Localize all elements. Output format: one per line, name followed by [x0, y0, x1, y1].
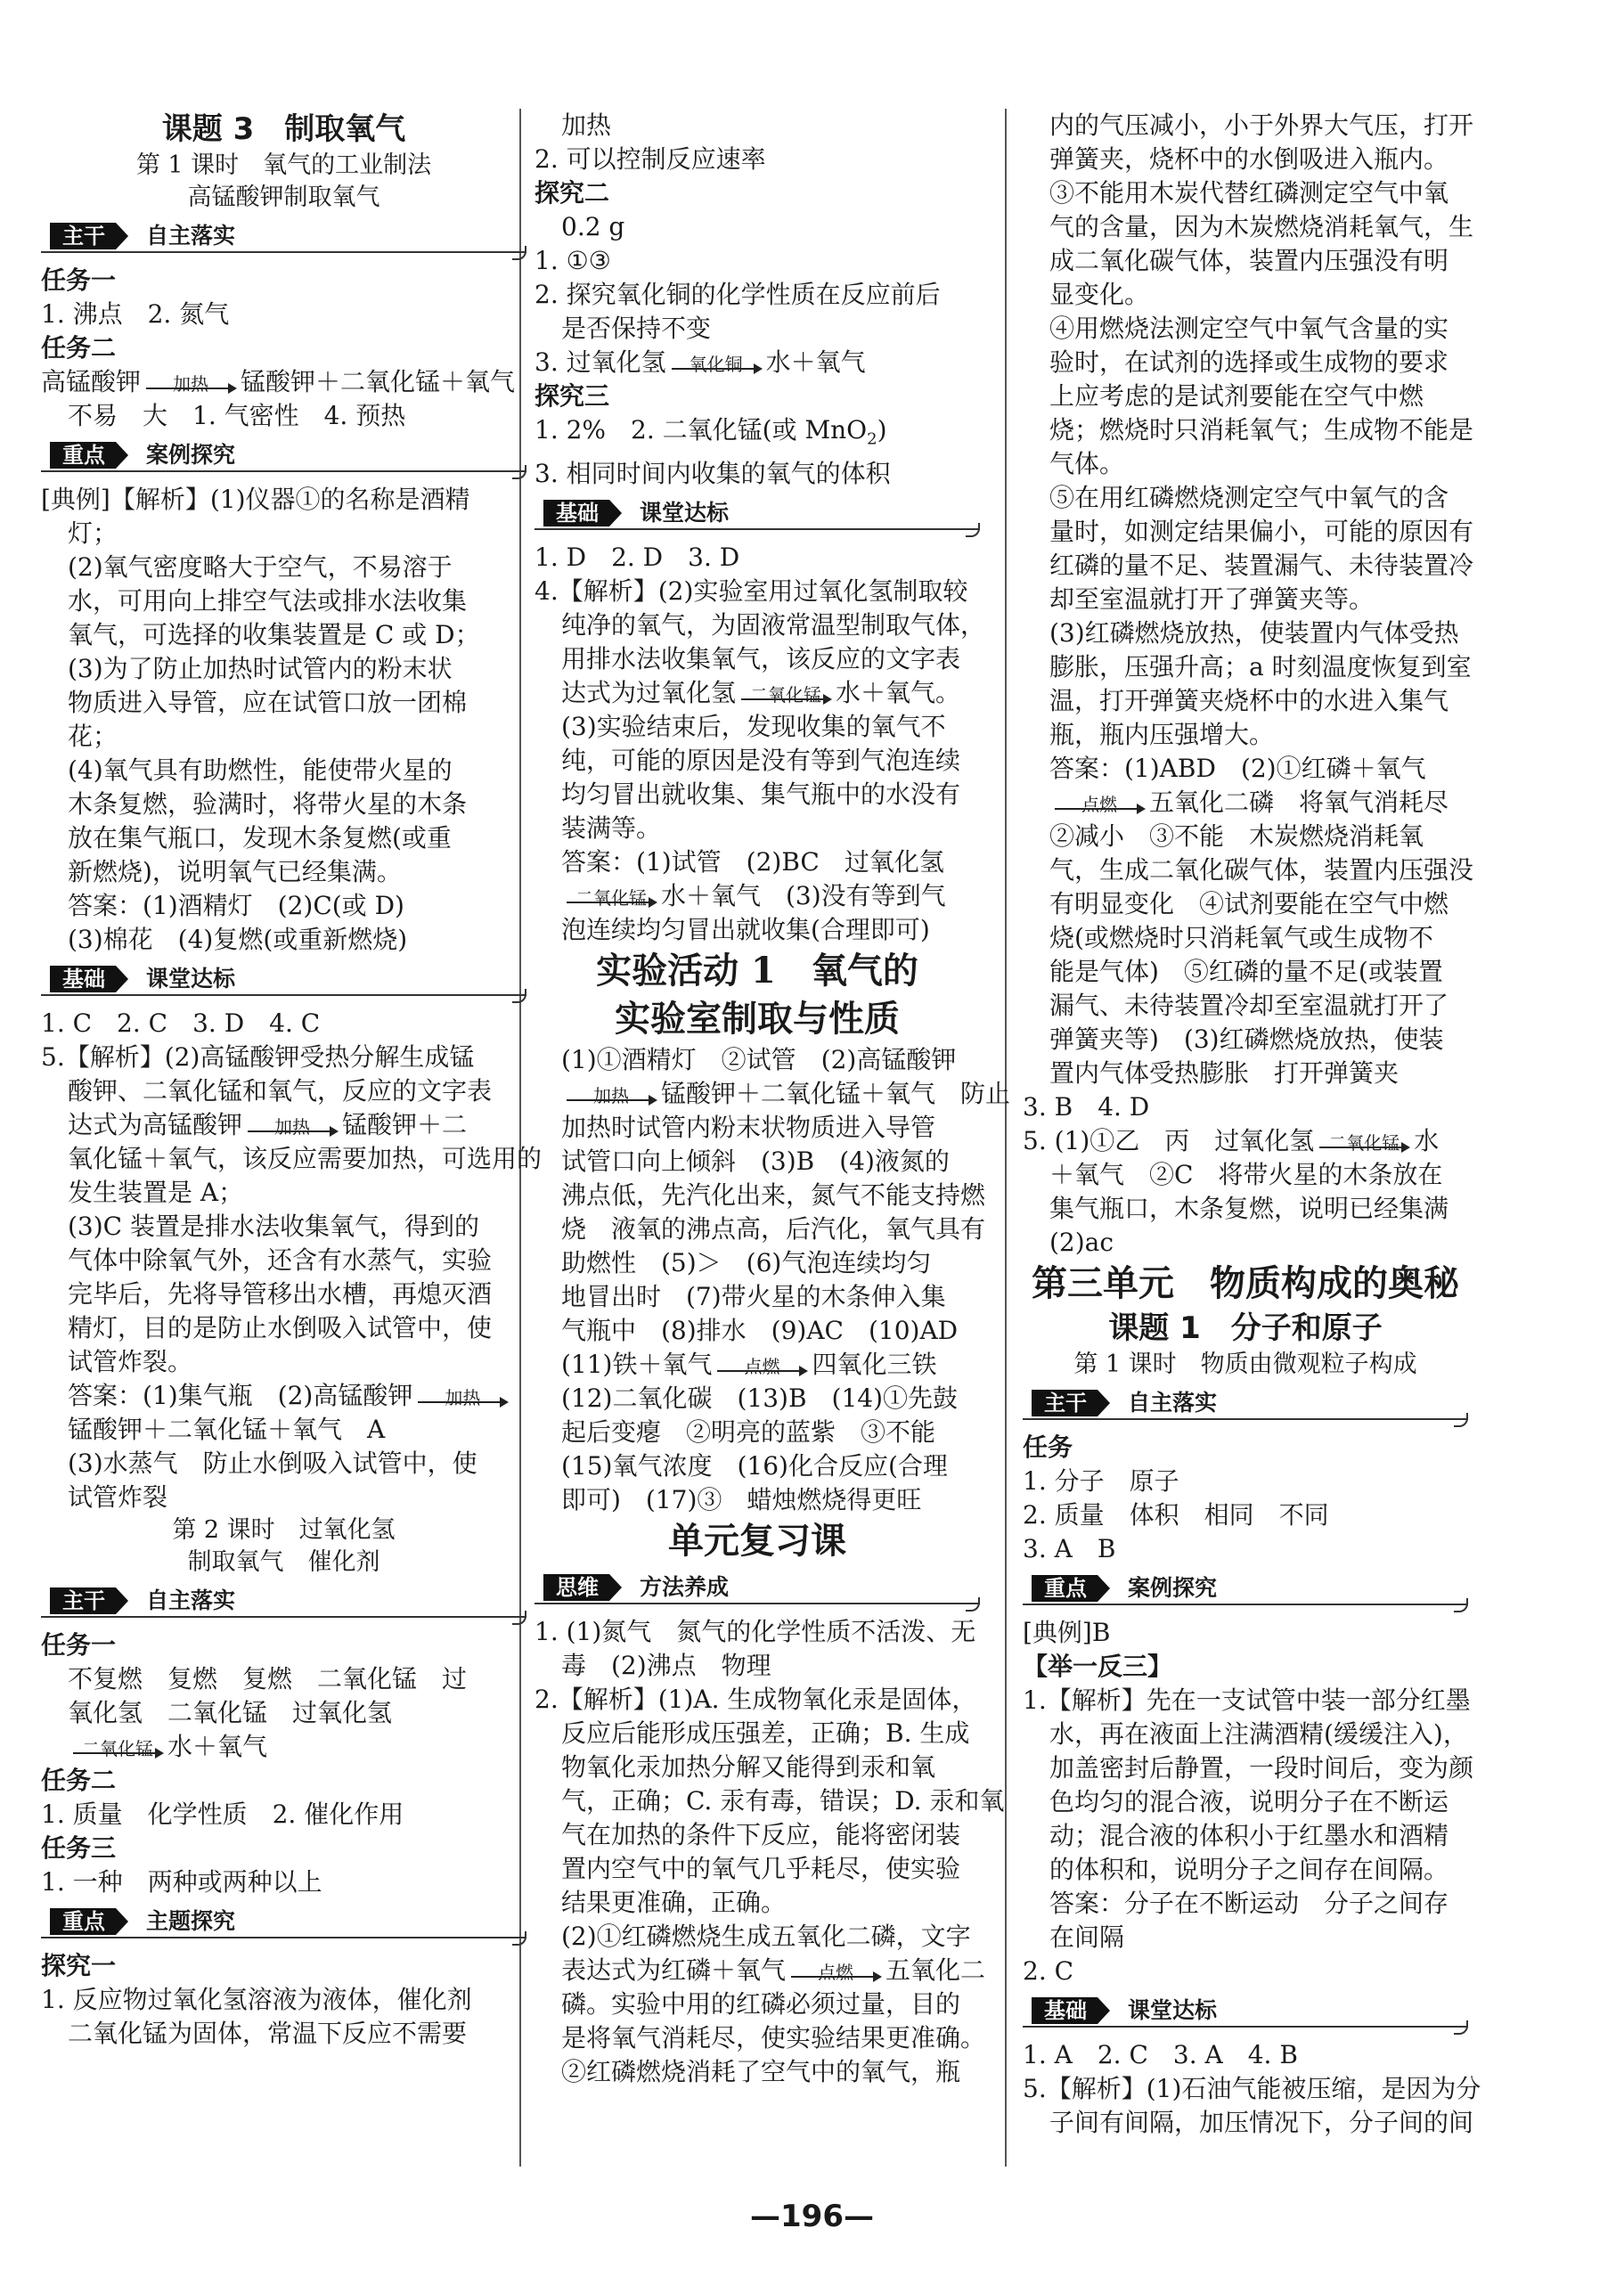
equation-line: 3. 过氧化氢 氧化铜 水＋氧气: [535, 347, 866, 377]
text-line: 温，打开弹簧夹烧杯中的水进入集气: [1049, 686, 1449, 715]
section-banner: 重点 案例探究: [41, 438, 526, 474]
text-line: 气，正确；C. 汞有毒，错误；D. 汞和氧: [561, 1785, 1005, 1816]
text-line: 的体积和，说明分子之间存在间隔。: [1049, 1855, 1449, 1884]
text-line: 内的气压减小，小于外界大气压，打开: [1049, 110, 1474, 140]
text-line: 1. 反应物过氧化氢溶液为液体，催化剂: [41, 1985, 472, 2014]
text-line: (2)①红磷燃烧生成五氧化二磷，文字: [561, 1921, 971, 1951]
answer-line: 烧(或燃烧时只消耗氧气或生成物不: [1049, 923, 1433, 952]
reaction-arrow: 点燃: [712, 1358, 812, 1377]
answer-line: 1. 一种 两种或两种以上: [41, 1867, 322, 1897]
equation-line: 点燃 五氧化二磷 将氧气消耗尽: [1023, 786, 1468, 820]
text-line: 5.【解析】(1)石油气能被压缩，是因为分: [1023, 2074, 1481, 2103]
answer-line: [典例]B: [1023, 1618, 1111, 1647]
answer-line: 助燃性 (5)＞ (6)气泡连续均匀: [561, 1247, 932, 1277]
period-title: 第 1 课时 氧气的工业制法: [135, 151, 432, 179]
task-heading: 【举一反三】: [1023, 1652, 1173, 1681]
text-line: ③不能用木炭代替红磷测定空气中氧: [1049, 178, 1449, 208]
column-1: [41, 109, 543, 2051]
equation-line: 5. (1)①乙 丙 过氧化氢 二氧化锰 水: [1023, 1126, 1440, 1155]
text-line: 完毕后，先将导管移出水槽，再熄灭酒: [68, 1279, 493, 1309]
answer-line: 不易 大 1. 气密性 4. 预热: [68, 401, 406, 430]
text-line: 气的含量，因为木炭燃烧消耗氧气，生: [1049, 212, 1474, 241]
reaction-arrow: 加热: [412, 1389, 512, 1408]
text-line: 红磷的量不足、装置漏气、未待装置冷: [1049, 551, 1474, 580]
answer-line: 2. 质量 体积 相同 不同: [1023, 1500, 1329, 1530]
period-title: 第 2 课时 过氧化氢: [172, 1516, 396, 1544]
text-line: 烧；燃烧时只消耗氧气；生成物不能是: [1049, 415, 1474, 445]
section-banner: 基础 课堂达标: [41, 962, 526, 998]
text-line: 放在集气瓶口，发现木条复燃(或重: [68, 823, 452, 853]
answer-line: 1. A 2. C 3. A 4. B: [1023, 2040, 1298, 2069]
answer-line: 锰酸钾＋二氧化锰＋氧气 A: [68, 1415, 386, 1444]
equation-line: 达式为过氧化氢 二氧化锰 水＋氧气。: [561, 677, 961, 707]
column-2: [535, 109, 1011, 2089]
text-line: [典例]【解析】(1)仪器①的名称是酒精: [41, 485, 470, 514]
text-line: (3)C 装置是排水法收集氧气，得到的: [68, 1212, 479, 1241]
equation-line: 表达式为红磷＋氧气 点燃 五氧化二: [561, 1955, 986, 1985]
equation-line: 二氧化锰 水＋氧气: [41, 1730, 526, 1764]
answer-line: 地冒出时 (7)带火星的木条伸入集: [561, 1281, 946, 1311]
lesson-title: 课题 1 分子和原子: [1108, 1310, 1383, 1346]
text-line: 色均匀的混合液，说明分子在不断运: [1049, 1787, 1449, 1816]
text-line: 显变化。: [1049, 280, 1150, 309]
answer-line: (3)水蒸气 防止水倒吸入试管中，使: [68, 1449, 477, 1478]
text-line: 上应考虑的是试剂要能在空气中燃: [1049, 381, 1424, 411]
activity-subtitle: 实验室制取与性质: [615, 997, 900, 1040]
activity-title: 实验活动 1 氧气的: [596, 949, 918, 992]
answer-line: 不复燃 复燃 复燃 二氧化锰 过: [68, 1664, 468, 1693]
text-line: 膨胀，压强升高；a 时刻温度恢复到室: [1049, 652, 1472, 681]
answer-line: 起后变瘪 ②明亮的蓝紫 ③不能: [561, 1416, 936, 1447]
answer-line: 即可) (17)③ 蜡烛燃烧得更旺: [561, 1484, 922, 1514]
answer-line: 1. (1)氮气 氮气的化学性质不活泼、无: [535, 1616, 976, 1646]
period-subtitle: 制取氧气 催化剂: [187, 1548, 380, 1576]
answer-line: (3)棉花 (4)复燃(或重新燃烧): [68, 925, 408, 954]
text-line: 量时，如测定结果偏小，可能的原因有: [1049, 517, 1474, 546]
answer-line: (12)二氧化碳 (13)B (14)①先鼓: [561, 1383, 959, 1413]
text-line: 弹簧夹，烧杯中的水倒吸进入瓶内。: [1049, 144, 1449, 174]
answer-line: 1. 2% 2. 二氧化锰(或 MnO$_2$): [535, 415, 887, 449]
text-line: 动；混合液的体积小于红墨水和酒精: [1049, 1821, 1449, 1850]
text-line: 瓶，瓶内压强增大。: [1049, 720, 1275, 749]
text-line: 2.【解析】(1)A. 生成物氧化汞是固体，: [535, 1684, 977, 1714]
text-line: 氧化锰＋氧气，该反应需要加热，可选用的: [68, 1144, 543, 1173]
text-line: 1.【解析】先在一支试管中装一部分红墨: [1023, 1685, 1471, 1715]
text-line: 磷。实验中用的红磷必须过量，目的: [561, 1988, 961, 2019]
answer-line: 1. 沸点 2. 氮气: [41, 299, 230, 329]
reaction-arrow: 二氧化锰: [561, 889, 661, 909]
task-heading: 探究一: [41, 1951, 117, 1980]
answer-line: 2. C: [1023, 1956, 1074, 1986]
answer-line: 有明显变化 ④试剂要能在空气中燃: [1049, 889, 1449, 918]
answer-line: 1. D 2. D 3. D: [535, 542, 740, 572]
answer-line: (1)①酒精灯 ②试管 (2)高锰酸钾: [561, 1044, 957, 1074]
text-line: 二氧化锰为固体，常温下反应不需要: [68, 2019, 468, 2048]
period-subtitle: 高锰酸钾制取氧气: [187, 184, 380, 211]
section-banner: 重点 案例探究: [1023, 1571, 1468, 1607]
section-banner: 基础 课堂达标: [535, 496, 980, 532]
text-line: ②红磷燃烧消耗了空气中的氧气，瓶: [561, 2056, 961, 2086]
equation-line: 答案：(1)集气瓶 (2)高锰酸钾 加热: [41, 1379, 526, 1413]
answer-line: (2)ac: [1049, 1228, 1114, 1257]
unit-title: 第三单元 物质构成的奥秘: [1032, 1262, 1459, 1304]
text-line: 纯净的氧气，为固液常温型制取气体，: [561, 609, 986, 640]
task-heading: 探究二: [535, 178, 610, 208]
text-line: ⑤在用红磷燃烧测定空气中氧气的含: [1049, 483, 1449, 512]
text-line: 却至室温就打开了弹簧夹等。: [1049, 584, 1375, 614]
answer-line: 氧化氢 二氧化锰 过氧化氢: [68, 1698, 393, 1727]
answer-line: ＋氧气 ②C 将带火星的木条放在: [1049, 1160, 1443, 1189]
answer-line: 气瓶中 (8)排水 (9)AC (10)AD: [561, 1315, 959, 1345]
answer-line: 答案：(1)试管 (2)BC 过氧化氢: [561, 846, 944, 877]
section-banner: 思维 方法养成: [535, 1571, 980, 1606]
answer-line: 1. 质量 化学性质 2. 催化作用: [41, 1800, 404, 1829]
answer-line: 置内气体受热膨胀 打开弹簧夹: [1049, 1058, 1400, 1088]
period-title: 第 1 课时 物质由微观粒子构成: [1073, 1351, 1417, 1378]
answer-line: 3. B 4. D: [1023, 1092, 1150, 1122]
text-line: 纯，可能的原因是没有等到气泡连续: [561, 745, 961, 775]
reaction-arrow: 加热: [242, 1118, 342, 1138]
task-heading: 任务一: [41, 265, 117, 295]
text-line: 装满等。: [561, 812, 662, 843]
answer-line: 毒 (2)沸点 物理: [561, 1650, 771, 1680]
answer-line: 3. 相同时间内收集的氧气的体积: [535, 458, 891, 488]
equation-line: 二氧化锰 水＋氧气 (3)没有等到气: [535, 879, 980, 913]
task-heading: 任务二: [41, 1766, 117, 1795]
text-line: 成二氧化碳气体，装置内压强没有明: [1049, 246, 1449, 275]
text-line: 水，再在液面上注满酒精(缓缓注入)，: [1049, 1719, 1468, 1749]
text-line: 试管炸裂。: [68, 1347, 193, 1376]
answer-line: 1. ①③: [535, 246, 611, 275]
page-number: —196—: [750, 2199, 874, 2234]
section-banner: 主干 自主落实: [41, 1584, 526, 1620]
text-line: 加热: [561, 110, 612, 140]
text-line: 氧气，可选择的收集装置是 C 或 D；: [68, 620, 480, 649]
answer-line: 试管炸裂: [68, 1482, 168, 1512]
text-line: 结果更准确，正确。: [561, 1887, 787, 1917]
answer-line: 烧 液氧的沸点高，后汽化，氧气具有: [561, 1213, 986, 1244]
text-line: 4.【解析】(2)实验室用过氧化氢制取较: [535, 575, 968, 606]
lesson-title: 课题 3 制取氧气: [161, 111, 406, 147]
answer-line: 泡连续均匀冒出就收集(合理即可): [561, 914, 930, 944]
text-line: 灯；: [68, 518, 118, 548]
answer-line: 漏气、未待装置冷却至室温就打开了: [1049, 991, 1449, 1020]
text-line: (3)红磷燃烧放热，使装置内气体受热: [1049, 618, 1459, 648]
answer-line: 答案：(1)酒精灯 (2)C(或 D): [68, 891, 404, 920]
section-banner: 主干 自主落实: [41, 219, 526, 255]
text-line: 反应后能形成压强差，正确；B. 生成: [561, 1718, 970, 1748]
review-title: 单元复习课: [668, 1519, 846, 1562]
text-line: (3)为了防止加热时试管内的粉末状: [68, 654, 453, 683]
reaction-arrow: 氧化铜: [666, 355, 766, 375]
answer-line: 答案：分子在不断运动 分子之间存: [1049, 1889, 1449, 1918]
column-divider-2: [1005, 109, 1007, 2167]
answer-line: (15)氧气浓度 (16)化合反应(合理: [561, 1450, 948, 1481]
answer-line: 试管口向上倾斜 (3)B (4)液氮的: [561, 1146, 950, 1176]
answer-line: 弹簧夹等) (3)红磷燃烧放热，使装: [1049, 1024, 1444, 1054]
text-line: 置内空气中的氧气几乎耗尽，使实验: [561, 1853, 961, 1883]
answer-line: 在间隔: [1049, 1922, 1125, 1952]
answer-line: 集气瓶口，木条复燃，说明已经集满: [1049, 1194, 1449, 1223]
answer-line: 加热时试管内粉末状物质进入导管: [561, 1112, 936, 1142]
answer-line: ②减小 ③不能 木炭燃烧消耗氧: [1049, 821, 1424, 851]
equation-line: (11)铁＋氧气 点燃 四氧化三铁: [561, 1349, 937, 1379]
text-line: 是将氧气消耗尽，使实验结果更准确。: [561, 2022, 986, 2053]
text-line: 发生装置是 A；: [68, 1178, 244, 1207]
answer-line: 0.2 g: [561, 212, 625, 241]
text-line: 物氧化汞加热分解又能得到汞和氧: [561, 1751, 936, 1782]
section-banner: 重点 主题探究: [41, 1905, 526, 1940]
section-banner: 主干 自主落实: [1023, 1386, 1468, 1422]
text-line: (3)实验结束后，发现收集的氧气不: [561, 711, 946, 741]
task-heading: 任务二: [41, 333, 117, 363]
answer-line: 1. C 2. C 3. D 4. C: [41, 1008, 321, 1038]
text-line: 验时，在试剂的选择或生成物的要求: [1049, 347, 1449, 377]
text-line: 木条复燃，验满时，将带火星的木条: [68, 789, 468, 819]
text-line: 物质进入导管，应在试管口放一团棉: [68, 688, 468, 717]
reaction-arrow: 点燃: [1049, 796, 1149, 815]
answer-line: 答案：(1)ABD (2)①红磷＋氧气: [1049, 754, 1426, 783]
text-line: 加盖密封后静置，一段时间后，变为颜: [1049, 1753, 1474, 1783]
text-line: 水，可用向上排空气法或排水法收集: [68, 586, 468, 616]
text-line: 5.【解析】(2)高锰酸钾受热分解生成锰: [41, 1042, 475, 1072]
text-line: 花；: [68, 722, 118, 751]
task-heading: 探究三: [535, 381, 610, 411]
answer-line: 沸点低，先汽化出来，氮气不能支持燃: [561, 1179, 986, 1210]
equation-line: 达式为高锰酸钾 加热 锰酸钾＋二: [68, 1110, 468, 1139]
text-line: 气体。: [1049, 449, 1125, 478]
text-line: 新燃烧)，说明氧气已经集满。: [68, 857, 402, 886]
reaction-arrow: 点燃: [786, 1963, 885, 1983]
reaction-arrow: 二氧化锰: [1314, 1134, 1414, 1154]
text-line: 2. 探究氧化铜的化学性质在反应前后: [535, 280, 941, 309]
answer-line: 1. 分子 原子: [1023, 1466, 1179, 1496]
task-heading: 任务: [1023, 1432, 1073, 1462]
answer-line: 能是气体) ⑤红磷的量不足(或装置: [1049, 957, 1443, 986]
equation-line: 高锰酸钾 加热 锰酸钾＋二氧化锰＋氧气: [41, 367, 516, 396]
answer-line: 2. 可以控制反应速率: [535, 144, 766, 174]
task-heading: 任务一: [41, 1630, 117, 1660]
text-line: 精灯，目的是防止水倒吸入试管中，使: [68, 1313, 493, 1343]
reaction-arrow: 二氧化锰: [68, 1740, 167, 1759]
section-banner: 基础 课堂达标: [1023, 1994, 1468, 2029]
text-line: 用排水法收集氧气，该反应的文字表: [561, 643, 961, 673]
reaction-arrow: 二氧化锰: [736, 686, 836, 706]
text-line: 子间有间隔，加压情况下，分子间的间: [1049, 2108, 1474, 2137]
column-3: [1023, 109, 1481, 2140]
equation-line: 加热 锰酸钾＋二氧化锰＋氧气 防止: [535, 1077, 980, 1111]
text-line: 是否保持不变: [561, 314, 712, 343]
text-line: ④用燃烧法测定空气中氧气含量的实: [1049, 314, 1449, 343]
text-line: 均匀冒出就收集、集气瓶中的水没有: [561, 779, 961, 809]
task-heading: 任务三: [41, 1833, 117, 1863]
text-line: 酸钾、二氧化锰和氧气，反应的文字表: [68, 1076, 493, 1106]
answer-line: 气，生成二氧化碳气体，装置内压强没: [1049, 855, 1474, 885]
reaction-arrow: 加热: [141, 375, 241, 395]
text-line: 气在加热的条件下反应，能将密闭装: [561, 1819, 961, 1849]
text-line: 气体中除氧气外，还含有水蒸气，实验: [68, 1245, 493, 1275]
text-line: (4)氧气具有助燃性，能使带火星的: [68, 755, 453, 785]
answer-line: 3. A B: [1023, 1534, 1116, 1563]
text-line: (2)氧气密度略大于空气，不易溶于: [68, 552, 453, 582]
reaction-arrow: 加热: [561, 1087, 661, 1106]
